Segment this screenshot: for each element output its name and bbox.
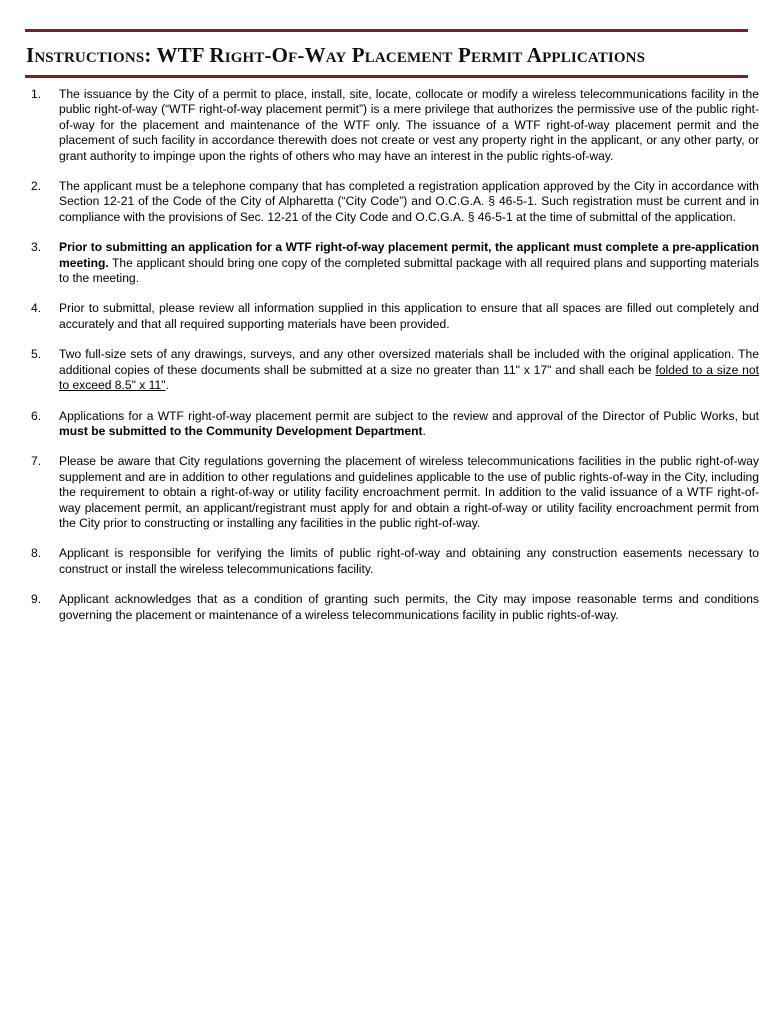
item-number: 2. [31, 179, 42, 194]
item-number: 5. [31, 347, 42, 362]
instruction-item-3 [31, 240, 759, 286]
item-number: 9. [31, 592, 42, 607]
item-bold-text: Prior to submitting an application for a WTF right-of-way placement permit, the applicant must complete a pre-application meeting. [59, 240, 759, 270]
item-text: Two full-size sets of any drawings, surveys, and any other oversized materials shall be included with the original application. The additional copies of these documents shall be submitted at a size no greater than 11" x 17" and shall each be folded to a size not to exceed 8.5" x 11". [59, 347, 759, 393]
page-title: Instructions: WTF Right-Of-Way Placement Permit Applications [26, 43, 646, 67]
item-text: Applicant is responsible for verifying the limits of public right-of-way and obtaining any construction easements necessary to construct or install the wireless telecommunications facility. [59, 546, 759, 576]
item-text: The applicant must be a telephone company that has completed a registration application approved by the City in accordance with Section 12-21 of the Code of the City of Alpharetta (“City Code”) and O.C.G.A. § 46-5-1. Such registration must be current and in compliance with the provisions of Sec. 12-21 of the City Code and O.C.G.A. § 46-5-1 at the time of submittal of the application. [59, 179, 759, 224]
instruction-item-4 [31, 301, 759, 332]
item-number: 3. [31, 240, 42, 255]
item-text: Please be aware that City regulations governing the placement of wireless telecommunications facilities in the public right-of-way supplement and are in addition to other regulations and guidelines applicable to the use of public rights-of-way in the City, including the requirement to obtain a right-of-way or utility facility encroachment permit. In addition to the valid issuance of a WTF right-of-way placement permit, an applicant/registrant must apply for and obtain a right-of-way or utility facility encroachment permit from the City prior to constructing or installing any facilities in the public right-of-way. [59, 454, 759, 530]
item-number: 4. [31, 301, 42, 316]
item-text: The issuance by the City of a permit to place, install, site, locate, collocate or modify a wireless telecommunications facility in the public right-of-way (“WTF right-of-way placement permit”) is a mere privilege that authorizes the permissive use of the public right-of-way for the placement and maintenance of the WTF only. The issuance of a WTF right-of-way placement permit and the placement of such facility in accordance therewith does not create or vest any property right in the applicant, or any other party, or grant authority to impinge upon the rights of others who may have an interest in the public rights-of-way. [59, 87, 759, 163]
instruction-item-2 [31, 179, 759, 225]
item-text: Prior to submittal, please review all information supplied in this application to ensure that all spaces are filled out completely and accurately and that all required supporting materials have been provided. [59, 301, 759, 331]
item-number: 8. [31, 546, 42, 561]
item-text: Applicant acknowledges that as a condition of granting such permits, the City may impose reasonable terms and conditions governing the placement or maintenance of a wireless telecommunications facility in public rights-of-way. [59, 592, 759, 622]
instruction-item-9 [31, 592, 759, 623]
item-underlined-text: folded to a size not to exceed 8.5" x 11" [59, 362, 759, 393]
instruction-item-7 [31, 454, 759, 531]
instruction-item-6 [31, 409, 759, 440]
instruction-item-5 [31, 347, 759, 393]
instruction-item-8 [31, 546, 759, 577]
item-number: 1. [31, 87, 42, 101]
instruction-item-1 [31, 87, 759, 164]
item-text: Applications for a WTF right-of-way placement permit are subject to the review and approval of the Director of Public Works, but must be submitted to the Community Development Department. [59, 408, 759, 438]
instructions-list [31, 87, 759, 638]
item-bold-text: must be submitted to the Community Development Department [59, 423, 423, 438]
title-bottom-rule [25, 75, 748, 78]
item-text: Prior to submitting an application for a WTF right-of-way placement permit, the applicant must complete a pre-application meeting. The applicant should bring one copy of the completed submittal package with all required plans and supporting materials to the meeting. [59, 240, 759, 286]
item-number: 6. [31, 408, 42, 423]
title-top-rule [25, 29, 748, 32]
item-number: 7. [31, 454, 42, 469]
